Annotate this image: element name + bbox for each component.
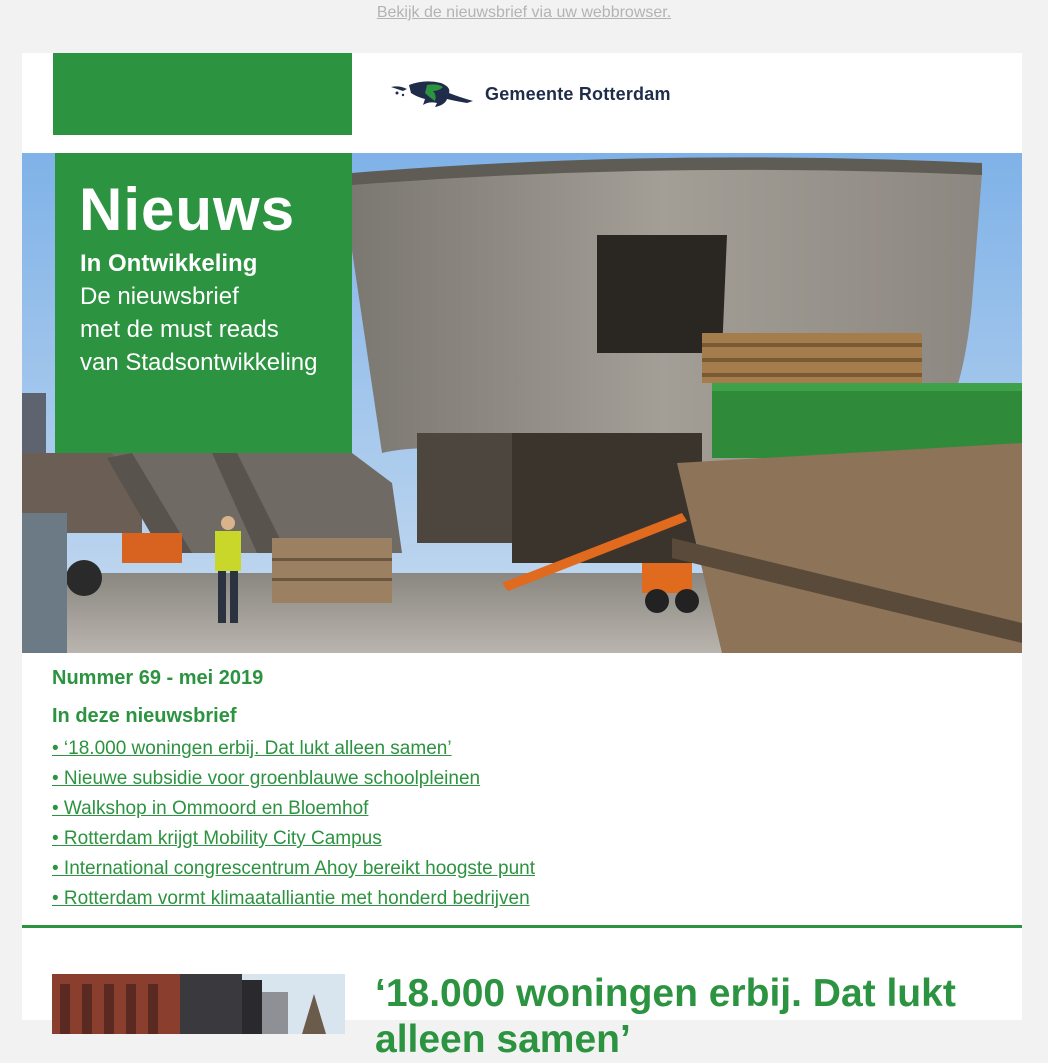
- section-divider: [22, 925, 1022, 928]
- toc-link[interactable]: • International congrescentrum Ahoy bereikt hoogste punt: [52, 858, 536, 879]
- toc-link[interactable]: • Rotterdam krijgt Mobility City Campus: [52, 828, 382, 849]
- toc-link[interactable]: • Walkshop in Ommoord en Bloemhof: [52, 798, 369, 819]
- hero-line: De nieuwsbrief: [80, 283, 239, 310]
- hero-banner[interactable]: [22, 153, 1022, 653]
- toc-link[interactable]: • Nieuwe subsidie voor groenblauwe schoolpleinen: [52, 768, 481, 789]
- hero-title: Nieuws: [79, 176, 296, 243]
- toc-link[interactable]: • Rotterdam vormt klimaatalliantie met honderd bedrijven: [52, 888, 530, 909]
- hero-line: van Stadsontwikkeling: [80, 349, 318, 376]
- article-title[interactable]: ‘18.000 woningen erbij. Dat lukt alleen samen’: [375, 972, 956, 1061]
- hero-line: met de must reads: [80, 316, 279, 343]
- hero-subtitle: In Ontwikkeling: [80, 250, 258, 277]
- rotterdam-lion-icon: [389, 79, 475, 109]
- toc-list: [52, 736, 535, 916]
- header-green-block: [53, 53, 352, 135]
- view-in-browser-link[interactable]: Bekijk de nieuwsbrief via uw webbrowser.: [376, 4, 672, 21]
- article-thumbnail-photo: [52, 974, 345, 1034]
- gemeente-rotterdam-logo[interactable]: [389, 79, 671, 109]
- issue-number: Nummer 69 - mei 2019: [52, 667, 264, 689]
- toc-link[interactable]: • ‘18.000 woningen erbij. Dat lukt alleen samen’: [52, 738, 452, 759]
- logo-text: Gemeente Rotterdam: [485, 83, 671, 104]
- hero-title-box: [55, 153, 352, 453]
- article-thumbnail[interactable]: [52, 974, 345, 1034]
- toc-heading: In deze nieuwsbrief: [52, 705, 237, 727]
- newsletter-card: [22, 53, 1022, 1061]
